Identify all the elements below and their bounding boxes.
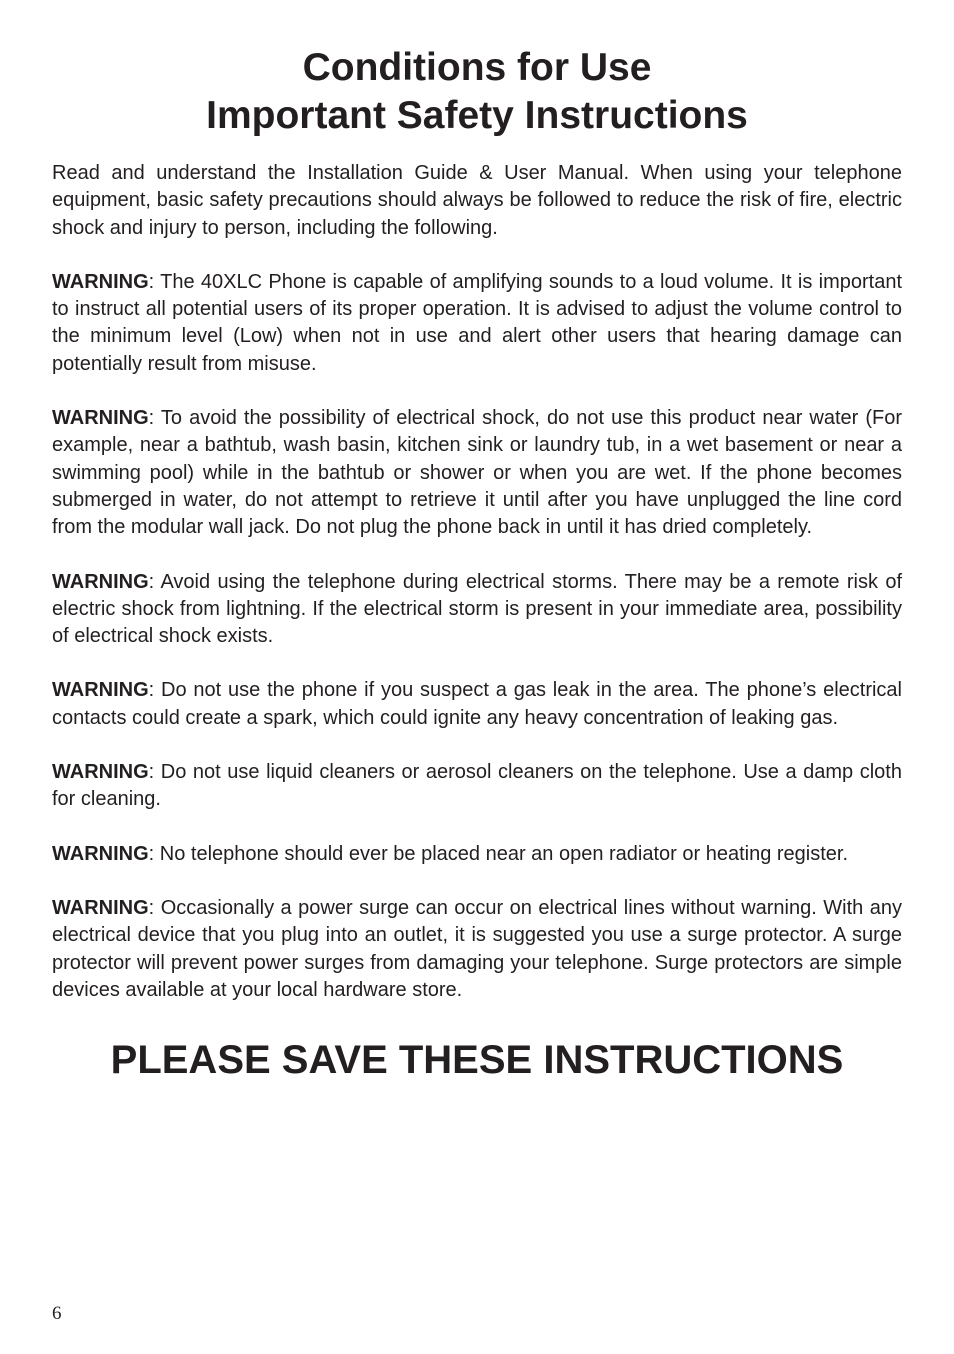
warning-text: : Do not use liquid cleaners or aerosol cleaners on the telephone. Use a damp cloth for cleaning.: [52, 761, 902, 811]
warning-paragraph: [52, 405, 902, 541]
warning-paragraph: [52, 677, 902, 732]
intro-paragraph: Read and understand the Installation Guide & User Manual. When using your telephone equipment, basic safety precautions should always be followed to reduce the risk of fire, electric shock and injury to person, including the following.: [52, 162, 902, 239]
warning-label: WARNING: [52, 270, 149, 293]
warning-paragraph: [52, 569, 902, 651]
warning-text: : Do not use the phone if you suspect a gas leak in the area. The phone’s electrical contacts could create a spark, which could ignite any heavy concentration of leaking gas.: [52, 679, 902, 729]
warning-label: WARNING: [52, 570, 149, 593]
warning-label: WARNING: [52, 842, 149, 865]
warning-label: WARNING: [52, 761, 149, 784]
warning-text: : Occasionally a power surge can occur on electrical lines without warning. With any electrical device that you plug into an outlet, it is suggested you use a surge protector. A surge protector will prevent power surges from damaging your telephone. Surge protectors are simple devices available at your local hardware store.: [52, 896, 902, 1001]
warning-label: WARNING: [52, 896, 149, 919]
page-number: 6: [52, 1303, 62, 1324]
warning-paragraph: [52, 895, 902, 1004]
title-line-2: Important Safety Instructions: [206, 94, 748, 137]
warning-label: WARNING: [52, 407, 149, 430]
save-instructions-heading: PLEASE SAVE THESE INSTRUCTIONS: [110, 1038, 844, 1083]
warning-text: : Avoid using the telephone during electrical storms. There may be a remote risk of electric shock from lightning. If the electrical storm is present in your immediate area, possibility of electrical shock exists.: [52, 570, 902, 648]
warning-text: : No telephone should ever be placed near an open radiator or heating register.: [148, 842, 849, 865]
warning-text: : The 40XLC Phone is capable of amplifying sounds to a loud volume. It is important to instruct all potential users of its proper operation. It is advised to adjust the volume control to the minimum level (Low) when not in use and alert other users that hearing damage can potentially result from misuse.: [52, 270, 902, 375]
warning-paragraph: [52, 269, 902, 378]
title-line-1: Conditions for Use: [302, 46, 652, 89]
warning-label: WARNING: [52, 679, 149, 702]
warning-text: : To avoid the possibility of electrical shock, do not use this product near water (For example, near a bathtub, wash basin, kitchen sink or laundry tub, in a wet basement or near a swimming pool) while in the bathtub or shower or when you are wet. If the phone becomes submerged in water, do not attempt to retrieve it until after you have unplugged the line cord from the modular wall jack. Do not plug the phone back in until it has dried completely.: [52, 407, 902, 539]
document-page: [52, 44, 902, 1084]
warning-paragraph: [52, 841, 902, 868]
warning-paragraph: [52, 759, 902, 814]
page-title: [52, 44, 902, 140]
